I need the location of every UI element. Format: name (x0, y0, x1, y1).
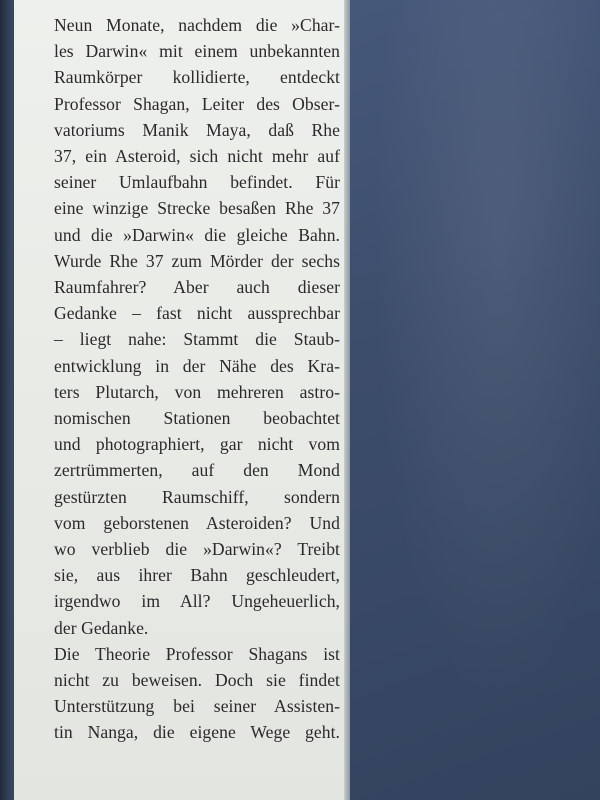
text-line: vatoriums Manik Maya, daß Rhe (54, 119, 340, 140)
book-cover-background (350, 0, 600, 800)
text-line: Unterstützung bei seiner Assisten- (54, 696, 340, 717)
text-line: zertrümmerten, auf den Mond (54, 460, 340, 481)
text-line: wo verblieb die »Darwin«? Treibt (54, 539, 340, 560)
text-line: irgendwo im All? Ungeheuerlich, (54, 591, 340, 612)
text-line: eine winzige Strecke besaßen Rhe 37 (54, 198, 340, 219)
paragraph-1 (54, 12, 340, 641)
text-line: 37, ein Asteroid, sich nicht mehr auf (54, 146, 340, 167)
text-line: les Darwin« mit einem unbekannten (54, 41, 340, 62)
text-line: sie, aus ihrer Bahn geschleudert, (54, 565, 340, 586)
text-line: nomischen Stationen beobachtet (54, 408, 340, 429)
text-line: und die »Darwin« die gleiche Bahn. (54, 224, 340, 245)
text-line: entwicklung in der Nähe des Kra- (54, 355, 340, 376)
paragraph-2 (54, 641, 340, 746)
text-line: Raumfahrer? Aber auch dieser (54, 277, 340, 298)
text-line: – liegt nahe: Stammt die Staub- (54, 329, 340, 350)
text-line: Die Theorie Professor Shagans ist (54, 643, 340, 664)
text-line: Raumkörper kollidierte, entdeckt (54, 67, 340, 88)
text-line: ters Plutarch, von mehreren astro- (54, 381, 340, 402)
text-line: und photographiert, gar nicht vom (54, 434, 340, 455)
text-line: seiner Umlaufbahn befindet. Für (54, 172, 340, 193)
text-line: nicht zu beweisen. Doch sie findet (54, 670, 340, 691)
text-line: tin Nanga, die eigene Wege geht. (54, 722, 340, 743)
text-line: Gedanke – fast nicht aussprechbar (54, 303, 340, 324)
book-spine (0, 0, 14, 800)
text-line: Wurde Rhe 37 zum Mörder der sechs (54, 250, 340, 271)
text-line: der Gedanke. (54, 617, 149, 638)
text-line: vom geborstenen Asteroiden? Und (54, 512, 340, 533)
text-line: Professor Shagan, Leiter des Obser- (54, 93, 340, 114)
text-line: gestürzten Raumschiff, sondern (54, 486, 340, 507)
flap-page (14, 0, 344, 800)
text-line: Neun Monate, nachdem die »Char- (54, 15, 340, 35)
blurb-text (54, 12, 340, 746)
